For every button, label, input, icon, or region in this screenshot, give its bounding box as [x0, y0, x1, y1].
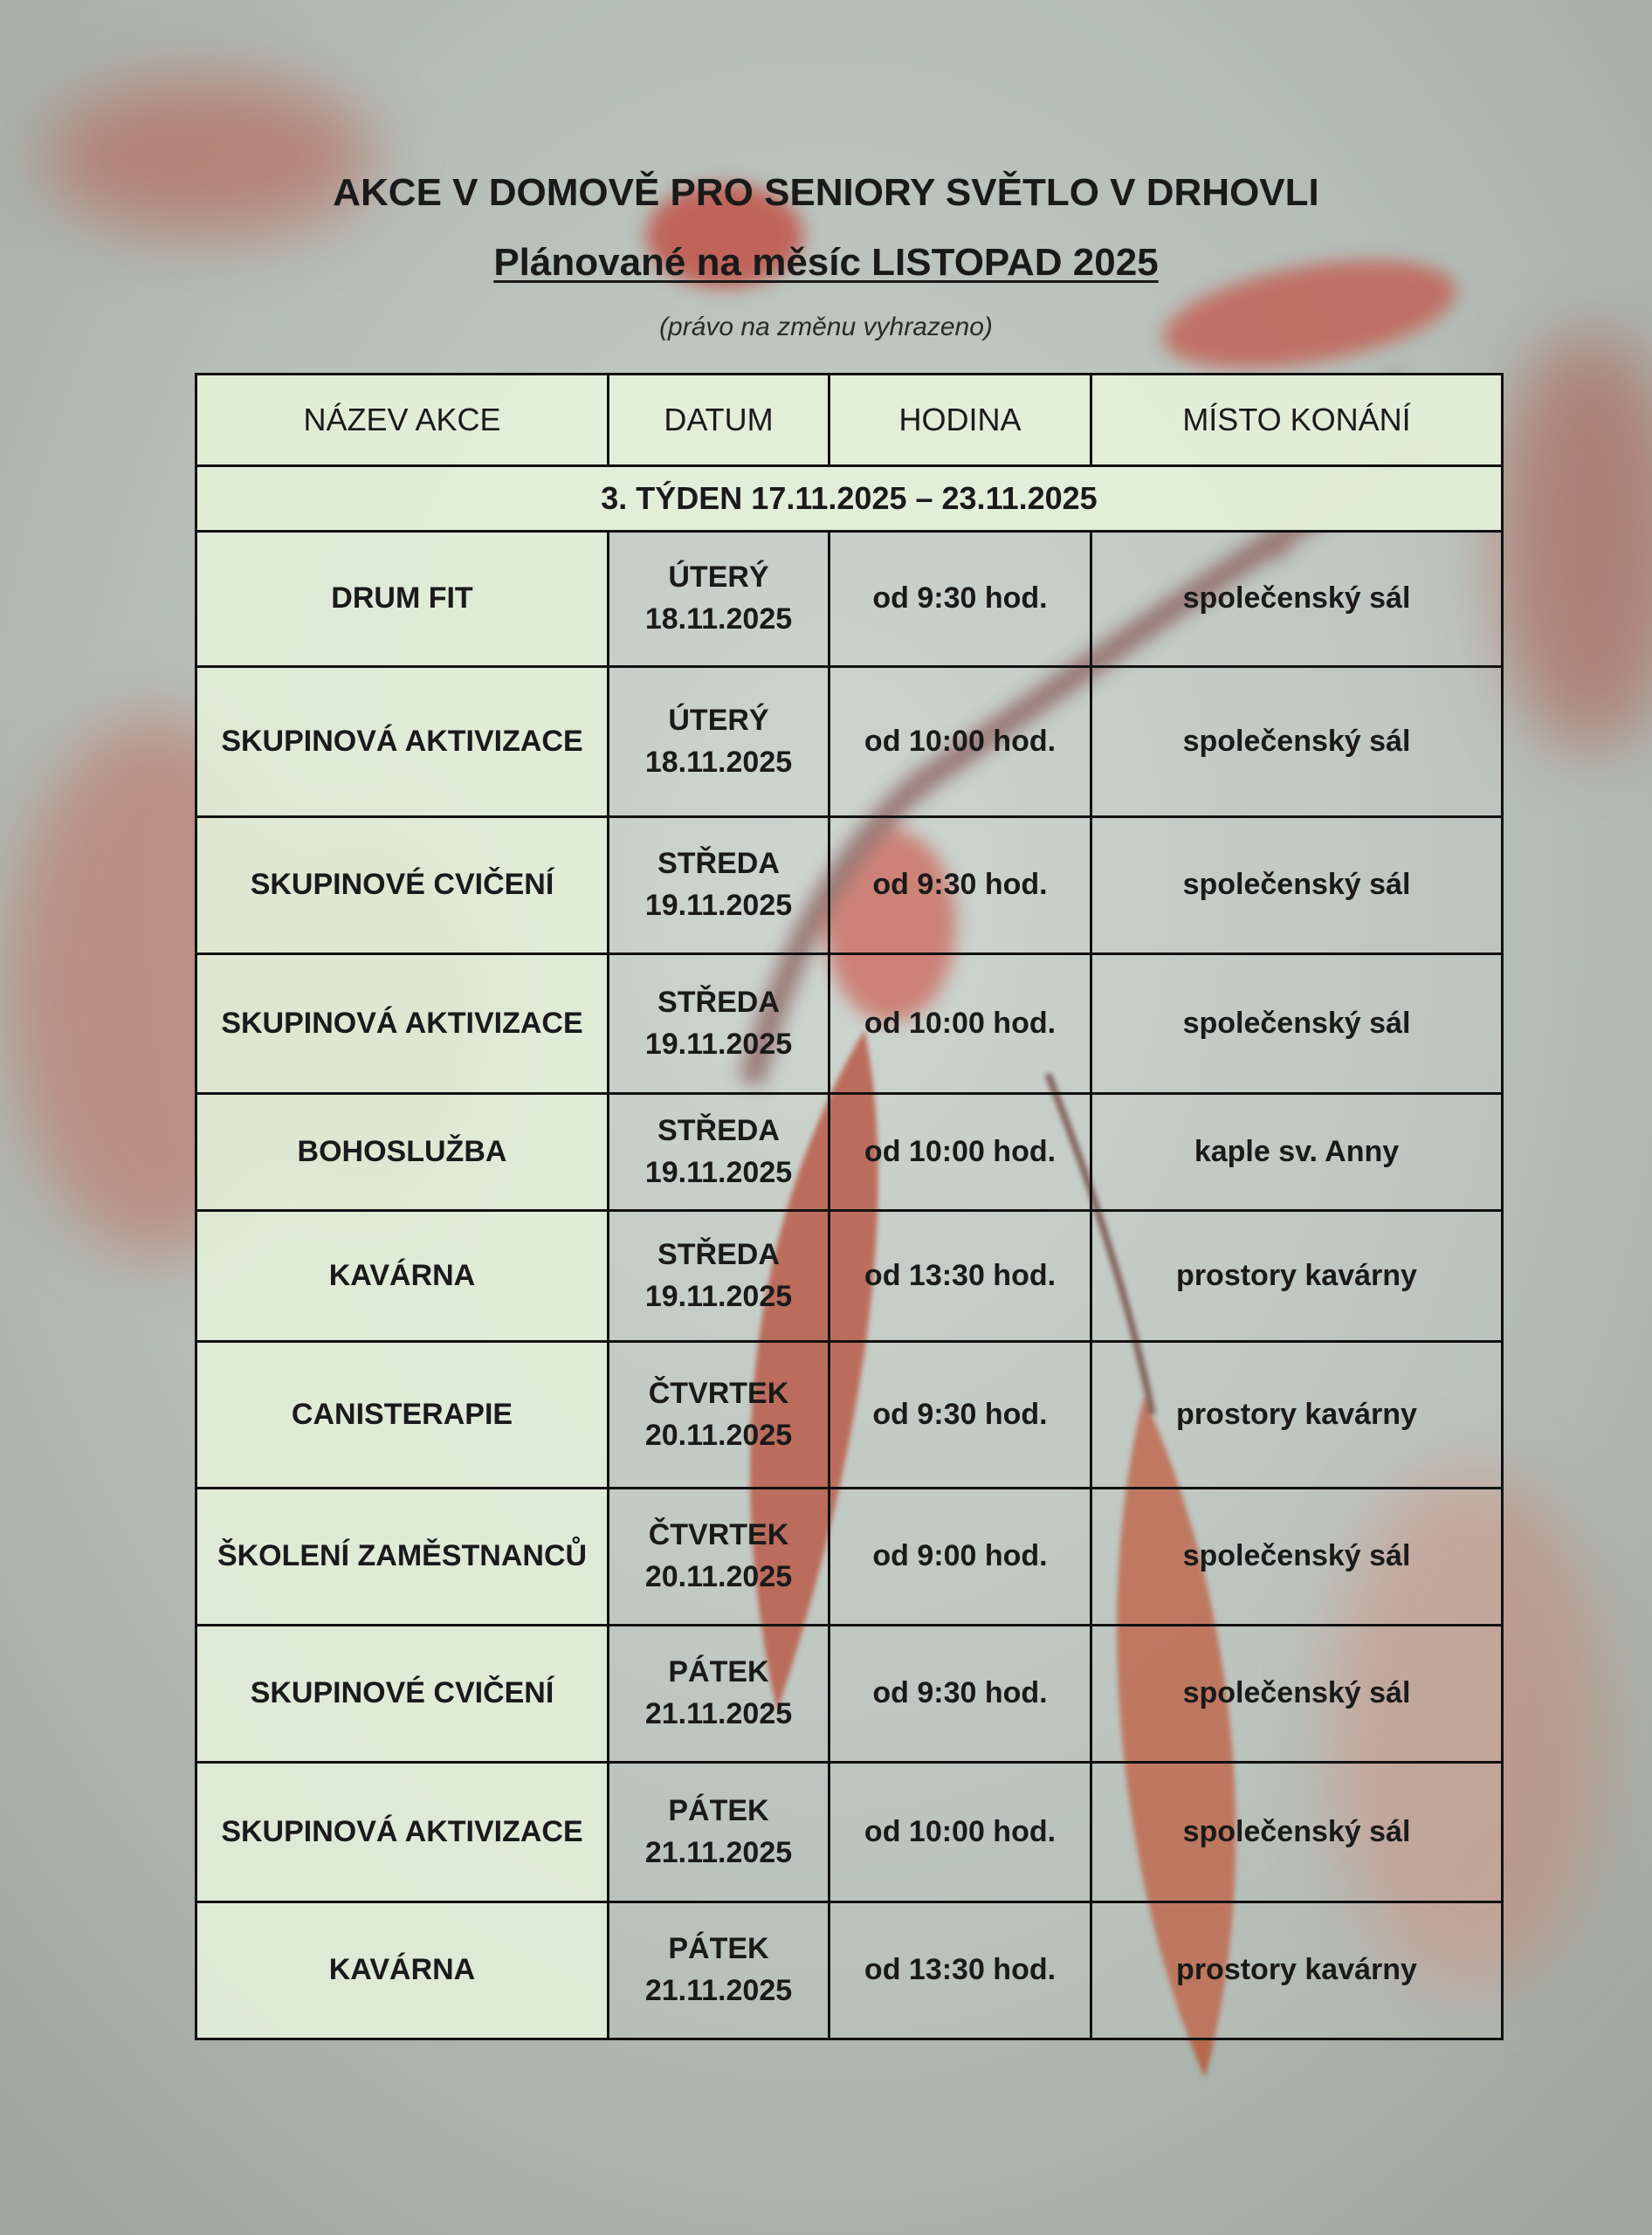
event-name: SKUPINOVÉ CVIČENÍ [196, 817, 609, 954]
event-place: kaple sv. Anny [1091, 1094, 1503, 1211]
table-row [196, 1489, 1503, 1626]
table-row [196, 1763, 1503, 1902]
event-date [609, 1094, 829, 1211]
event-place: společenský sál [1091, 1489, 1503, 1626]
event-day: PÁTEK [668, 1793, 769, 1827]
event-date-value: 20.11.2025 [644, 1560, 793, 1593]
event-date-value: 20.11.2025 [644, 1418, 793, 1452]
table-row [196, 954, 1503, 1094]
event-date [609, 954, 829, 1094]
event-time: od 9:30 hod. [829, 1342, 1091, 1489]
event-date [609, 817, 829, 954]
table-header-row [196, 375, 1503, 466]
event-date [609, 1763, 829, 1902]
event-date-value: 21.11.2025 [644, 1835, 793, 1869]
event-name: SKUPINOVÁ AKTIVIZACE [196, 1763, 609, 1902]
event-date-value: 19.11.2025 [644, 1155, 793, 1189]
event-name: BOHOSLUŽBA [196, 1094, 609, 1211]
page-subtitle [0, 241, 1652, 285]
event-day: ČTVRTEK [648, 1518, 789, 1552]
event-date-value: 21.11.2025 [644, 1697, 793, 1730]
event-day: PÁTEK [668, 1932, 769, 1966]
event-day: ÚTERÝ [668, 560, 769, 595]
table-row [196, 532, 1503, 667]
column-header-place: MÍSTO KONÁNÍ [1091, 375, 1503, 466]
event-date [609, 1211, 829, 1342]
event-date [609, 1342, 829, 1489]
event-time: od 9:30 hod. [829, 817, 1091, 954]
event-name: CANISTERAPIE [196, 1342, 609, 1489]
table-row [196, 667, 1503, 817]
event-time: od 10:00 hod. [829, 1763, 1091, 1902]
event-date [609, 1626, 829, 1763]
event-name: SKUPINOVÉ CVIČENÍ [196, 1626, 609, 1763]
event-day: STŘEDA [657, 985, 780, 1019]
table-row [196, 1626, 1503, 1763]
event-time: od 10:00 hod. [829, 1094, 1091, 1211]
event-place: společenský sál [1091, 1763, 1503, 1902]
event-time: od 13:30 hod. [829, 1902, 1091, 2039]
column-header-name: NÁZEV AKCE [196, 375, 609, 466]
event-place: prostory kavárny [1091, 1211, 1503, 1342]
event-name: SKUPINOVÁ AKTIVIZACE [196, 954, 609, 1094]
event-date [609, 667, 829, 817]
event-name: ŠKOLENÍ ZAMĚSTNANCŮ [196, 1489, 609, 1626]
event-date-value: 19.11.2025 [644, 889, 793, 922]
event-name: KAVÁRNA [196, 1211, 609, 1342]
event-date-value: 18.11.2025 [644, 602, 793, 636]
week-label: 3. TÝDEN 17.11.2025 – 23.11.2025 [196, 466, 1503, 532]
table-row [196, 1342, 1503, 1489]
column-header-date: DATUM [609, 375, 829, 466]
event-name: DRUM FIT [196, 532, 609, 667]
event-place: společenský sál [1091, 817, 1503, 954]
event-name: KAVÁRNA [196, 1902, 609, 2039]
event-day: PÁTEK [668, 1655, 769, 1689]
table-row [196, 1902, 1503, 2039]
event-time: od 9:00 hod. [829, 1489, 1091, 1626]
event-date [609, 1902, 829, 2039]
event-time: od 9:30 hod. [829, 532, 1091, 667]
event-day: STŘEDA [657, 1237, 780, 1271]
week-row [196, 466, 1503, 532]
subtitle-text: Plánované na měsíc LISTOPAD 2025 [493, 241, 1159, 284]
event-time: od 9:30 hod. [829, 1626, 1091, 1763]
event-time: od 10:00 hod. [829, 667, 1091, 817]
event-place: společenský sál [1091, 532, 1503, 667]
page-title: AKCE V DOMOVĚ PRO SENIORY SVĚTLO V DRHOVLI [333, 171, 1319, 214]
event-day: STŘEDA [657, 847, 780, 881]
disclaimer-note: (právo na změnu vyhrazeno) [659, 313, 993, 341]
event-day: ČTVRTEK [648, 1376, 789, 1410]
event-date-value: 19.11.2025 [644, 1027, 793, 1061]
events-table [195, 373, 1504, 2040]
event-time: od 13:30 hod. [829, 1211, 1091, 1342]
event-name: SKUPINOVÁ AKTIVIZACE [196, 667, 609, 817]
event-day: STŘEDA [657, 1113, 780, 1147]
event-place: prostory kavárny [1091, 1902, 1503, 2039]
event-place: společenský sál [1091, 954, 1503, 1094]
event-time: od 10:00 hod. [829, 954, 1091, 1094]
table-row [196, 1094, 1503, 1211]
event-place: společenský sál [1091, 1626, 1503, 1763]
event-date-value: 21.11.2025 [644, 1974, 793, 2007]
event-date-value: 18.11.2025 [644, 745, 793, 779]
event-date-value: 19.11.2025 [644, 1279, 793, 1313]
event-date [609, 532, 829, 667]
event-place: prostory kavárny [1091, 1342, 1503, 1489]
event-day: ÚTERÝ [668, 703, 769, 737]
table-row [196, 817, 1503, 954]
column-header-time: HODINA [829, 375, 1091, 466]
event-date [609, 1489, 829, 1626]
event-place: společenský sál [1091, 667, 1503, 817]
table-row [196, 1211, 1503, 1342]
